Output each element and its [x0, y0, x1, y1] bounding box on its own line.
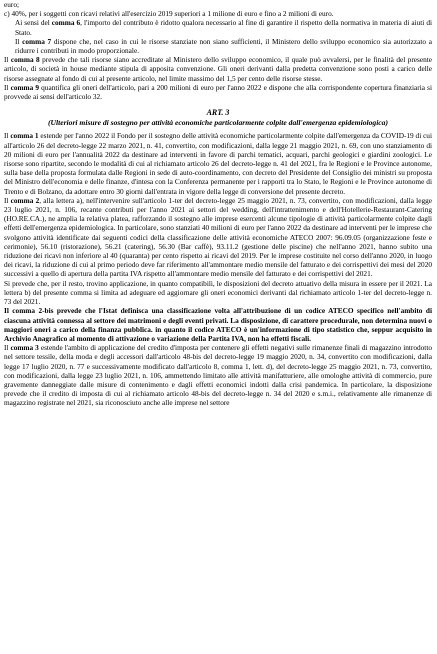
paragraph-comma-2-bis: Il comma 2-bis prevede che l'Istat definisca una classificazione volta all'attribuzione di un codice ATECO specifico nell'ambito di ciascuna attività connessa al settore dei matrimoni e degli eventi privati. La disposizione, di carattere procedurale, non determina nuovi o maggiori oneri a carico della finanza pubblica. in quanto il codice ATECO è un'informazione di tipo statistico che, seppur acquisito in Archivio Anagrafico al momento di attivazione o variazione della Partita IVA, non ha effetti fiscali.: [4, 306, 432, 343]
paragraph-comma-9: Il comma 9 quantifica gli oneri dell'articolo, pari a 200 milioni di euro per l'anno 2022 e dispone che alla corrispondente copertura finanziaria si provvede ai sensi dell'articolo 32.: [4, 82, 432, 102]
article-subtitle: (Ulteriori misure di sostegno per attività economiche particolarmente colpite dall'emergenza epidemiologica): [48, 118, 388, 128]
paragraph-art3-comma-3: Il comma 3 estende l'ambito di applicazione del credito d'imposta per contenere gli effetti negativi sulle rimanenze finali di magazzino introdotto nel settore tessile, della moda e degli accessori dall'articolo 48-bis del decreto-legge 19 maggio 2020, n. 34, convertito con modificazioni, dalla legge 17 luglio 2020, n. 77 e successivamente modificato dall'articolo 8, comma 1, lett. d), del decreto-legge 25 maggio 2021, n. 73, convertito, con modificazioni, dalla legge 23 luglio 2021, n. 106, ammettendo limitato alle attività manifatturiere, alle omologhe attività di commercio, pure gravemente danneggiate dalle misure di contenimento e dagli effetti economici indotti dalla crisi pandemica. In particolare, la disposizione prevede che il credito di imposta di cui al richiamato articolo 48-bis del decreto-legge n. 34 del 2020 e s.m.i., relativamente alle rimanenze di magazzino registrate nel 2021, sia riconosciuto anche alle imprese nel settore: [4, 343, 432, 408]
line-euro: euro;: [4, 0, 19, 9]
paragraph-si-prevede: Si prevede che, per il resto, trovino applicazione, in quanto compatibili, le disposizioni del decreto attuativo della misura in essere per il 2021. La lettera b) del presente comma si limita ad adeguare ed aggiornare gli oneri economici derivanti dal richiamato articolo 1-ter del decreto-legge n. 73 del 2021.: [4, 278, 432, 307]
paragraph-comma-7: Il comma 7 dispone che, nel caso in cui le risorse stanziate non siano sufficienti, il Ministero dello sviluppo economico sia autorizzato a ridurre i contributi in modo proporzionale.: [15, 36, 432, 56]
article-title: ART. 3: [206, 108, 230, 118]
paragraph-art3-comma-1: Il comma 1 estende per l'anno 2022 il Fondo per il sostegno delle attività economiche particolarmente colpite dall'emergenza da COVID-19 di cui all'articolo 26 del decreto-legge 22 marzo 2021, n. 41, convertito, con modificazioni, dalla legge 21 maggio 2021, n. 69, con uno stanziamento di 20 milioni di euro per l'annualità 2022 da destinare ad interventi in favore di parchi tematici, acquari, parchi geologici e giardini zoologici. Le risorse sono ripartite, secondo le modalità di cui al richiamato articolo 26 del decreto-legge n. 41 del 2021, fra le Regioni e le Province autonome, sulla base della proposta formulata dalle Regioni in sede di auto-coordinamento, con decreto del Presidente del Consiglio dei ministri su proposta del Ministro dell'economia e delle finanze, d'intesa con la Conferenza permanente per i rapporti tra lo Stato, le Regioni e le Province autonome di Trento e di Bolzano, da adottare entro 30 giorni dall'entrata in vigore della legge di conversione del presente decreto.: [4, 131, 432, 196]
paragraph-art3-comma-2: Il comma 2, alla lettera a), nell'intervenire sull'articolo 1-ter del decreto-legge 25 maggio 2021, n. 73, convertito, con modificazioni, dalla legge 23 luglio 2021, n. 106, recante contributi per l'anno 2021 ai settori del wedding, dell'intrattenimento e dell'Hotellerie-Restaurant-Catering (HO.RE.CA.), ne amplia la relativa platea, rafforzando il sostegno alle imprese esercenti alcune tipologie di attività particolarmente colpite dagli effetti dell'emergenza epidemiologica. In particolare, sono stanziati 40 milioni di euro per l'anno 2022 da destinare ad interventi per le imprese che svolgono attività identificate dai seguenti codici della classificazione delle attività economiche ATECO 2007: 96.09.05 (organizzazione feste e cerimonie), 56.10 (ristorazione), 56.21 (catering), 56.30 (Bar caffè), 93.11.2 (gestione delle piscine) che nell'anno 2021, hanno subito una riduzione dei ricavi non inferiore al 40 (quaranta) per cento rispetto ai ricavi del 2019. Per le imprese costituite nel corso dell'anno 2020, in luogo dei ricavi, la riduzione di cui al primo periodo deve far riferimento all'ammontare medio mensile del fatturato e dei corrispettivi dei mesi del 2020 successivi a quello di apertura della partita IVA rispetto all'ammontare medio mensile del fatturato e dei corrispettivi del 2021.: [4, 195, 432, 279]
line-c-40: c) 40%, per i soggetti con ricavi relativi all'esercizio 2019 superiori a 1 milione di euro e fino a 2 milioni di euro.: [4, 9, 334, 19]
paragraph-comma-8: Il comma 8 prevede che tali risorse siano accreditate al Ministero dello sviluppo economico, il quale può avvalersi, per le finalità del presente articolo, di società in house mediante stipula di apposita convenzione. Gli oneri derivanti dalla predetta convenzione sono posti a carico delle risorse assegnate al fondo di cui al presente articolo, nel limite massimo del 1,5 per cento delle risorse stesse.: [4, 55, 432, 83]
paragraph-comma-6: Ai sensi del comma 6, l'importo del contributo è ridotto qualora necessario al fine di garantire il rispetto della normativa in materia di aiuti di Stato.: [15, 18, 432, 37]
